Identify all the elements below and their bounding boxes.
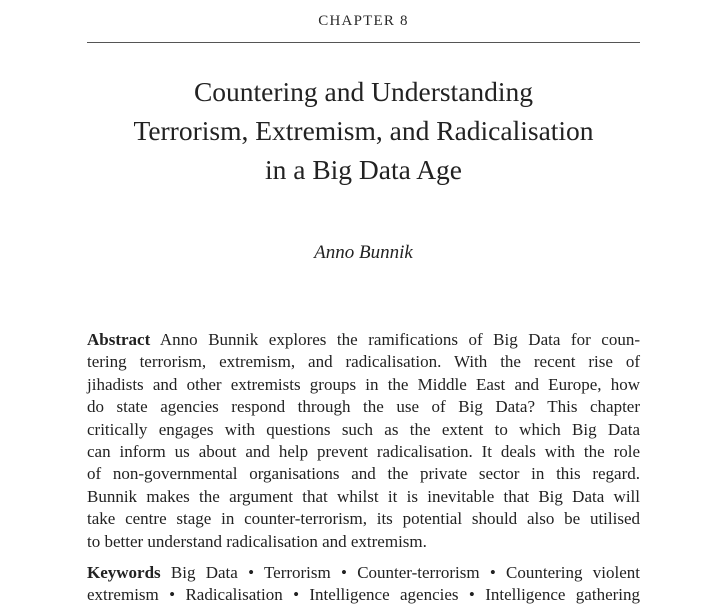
chapter-label: CHAPTER 8 [318, 13, 409, 29]
abstract-label: Abstract [87, 330, 151, 349]
abstract-line: of non-governmental organisations and the private sector in this regard. [87, 464, 640, 484]
title-line: Terrorism, Extremism, and Radicalisation [133, 115, 594, 146]
abstract-line: Bunnik makes the argument that whilst it is inevitable that Big Data will [87, 486, 640, 506]
abstract-line [87, 329, 640, 351]
keywords-section [87, 562, 640, 607]
keywords-line [87, 562, 640, 584]
keywords-line: extremism • Radicalisation • Intelligence agencies • Intelligence gathering [87, 585, 640, 605]
abstract-text: Anno Bunnik explores the ramifications of Big Data for coun- [159, 330, 640, 349]
keywords-text: Big Data • Terrorism • Counter-terrorism • Countering violent [170, 563, 640, 582]
header-divider [87, 42, 640, 43]
chapter-title [87, 72, 640, 189]
keywords-label: Keywords [87, 563, 161, 582]
abstract-line: do state agencies respond through the use of Big Data? This chapter [87, 397, 640, 417]
abstract-line: to better understand radicalisation and extremism. [87, 531, 427, 551]
title-line: Countering and Understanding [193, 76, 534, 107]
abstract-line: tering terrorism, extremism, and radicalisation. With the recent rise of [87, 352, 640, 372]
abstract-section [87, 329, 640, 553]
abstract-line: take centre stage in counter-terrorism, its potential should also be utilised [87, 509, 640, 529]
title-line: in a Big Data Age [264, 154, 463, 185]
author-name: Anno Bunnik [314, 242, 413, 263]
abstract-line: jihadists and other extremists groups in the Middle East and Europe, how [87, 374, 640, 394]
abstract-line: critically engages with questions such as the extent to which Big Data [87, 419, 640, 439]
abstract-line: can inform us about and help prevent radicalisation. It deals with the role [87, 441, 640, 461]
